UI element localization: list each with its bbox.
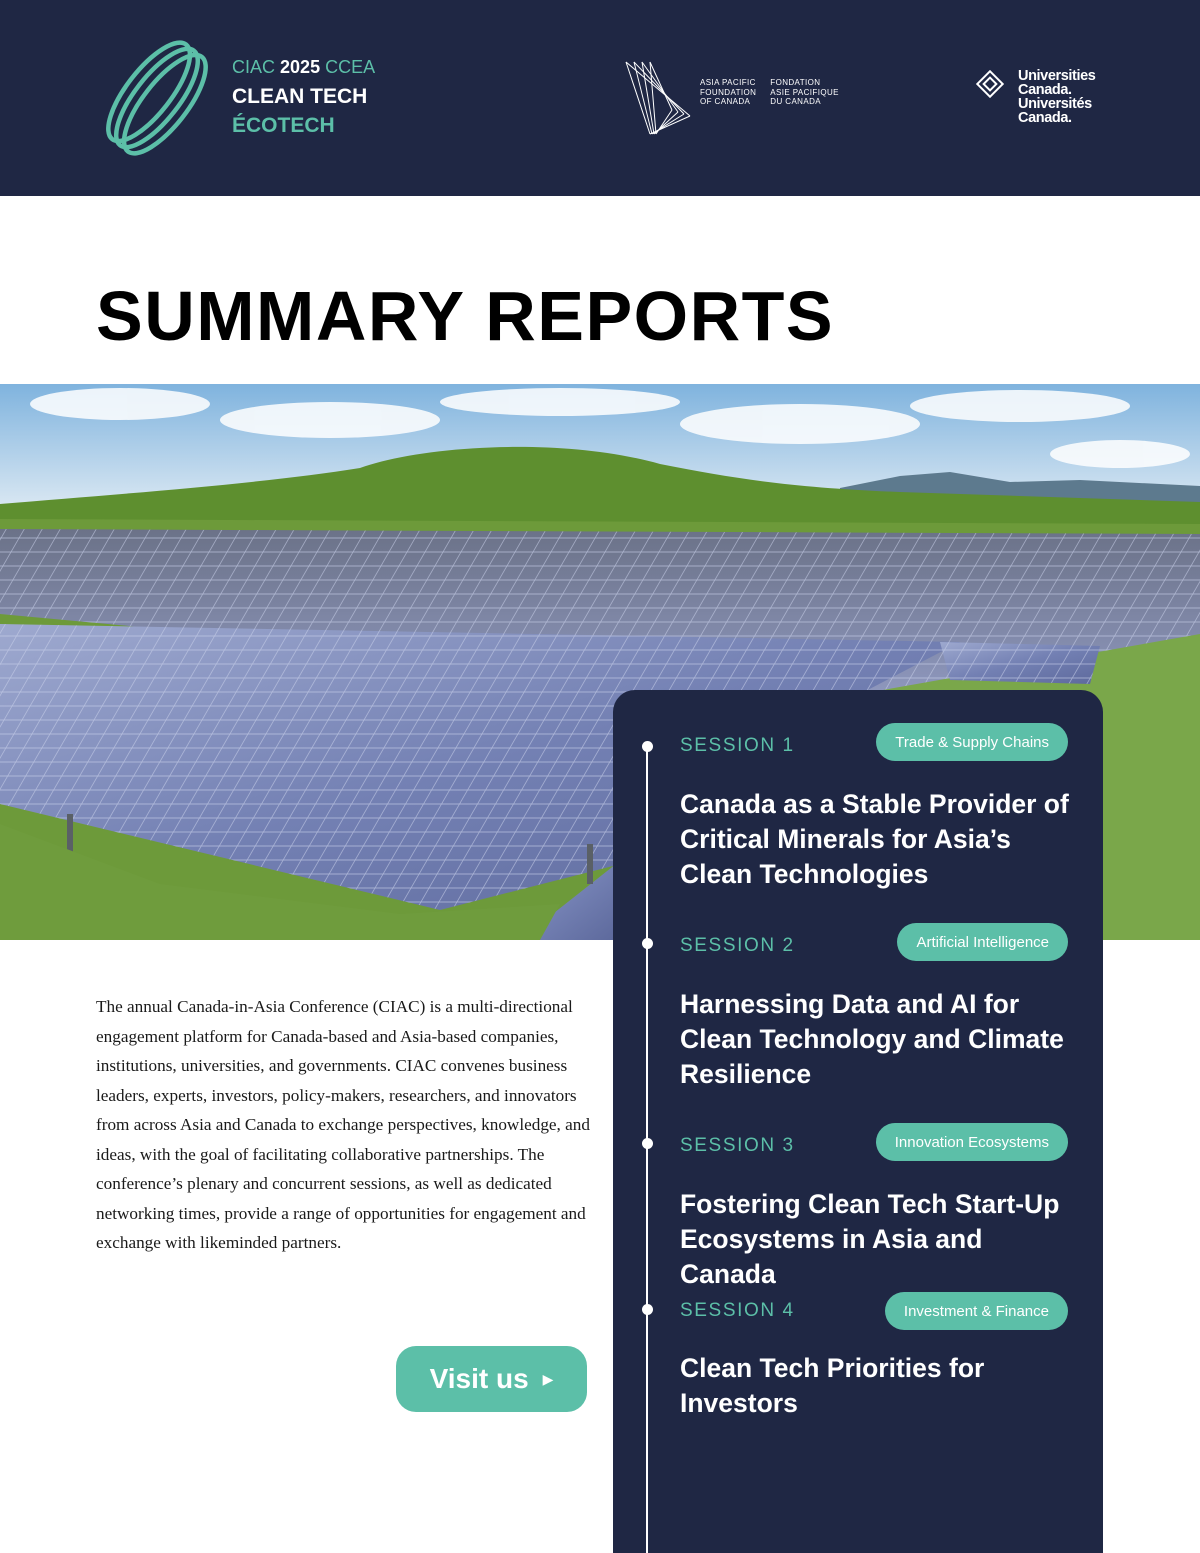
timeline-dot (642, 741, 653, 752)
play-triangle-icon: ▶ (542, 1371, 554, 1387)
ccea-label: CCEA (325, 57, 376, 77)
intro-paragraph: The annual Canada-in-Asia Conference (CIAC) is a multi-directional engagement platform for Canada-based and Asia-based companies, institutions, universities, and governments. CIAC convenes business leaders, experts, investors, policy-makers, researchers, and innovators from across Asia and Canada to exchange perspectives, knowledge, and ideas, with the goal of facilitating collaborative partnerships. The conference’s plenary and concurrent sessions, as well as dedicated networking times, provide a range of opportunities for engagement and exchange with likeminded partners. (96, 997, 590, 1252)
uc-line: Canada. (1018, 82, 1072, 98)
visit-us-label: Visit us (429, 1363, 529, 1394)
session-4-label: SESSION 4 (680, 1300, 795, 1321)
session-4-tag[interactable]: Investment & Finance (885, 1292, 1068, 1330)
apf-en-line: FOUNDATION (700, 87, 757, 97)
clean-tech-label: CLEAN TECH (232, 85, 368, 108)
apf-fan-logo (624, 60, 692, 136)
ciac-rings-logo (96, 36, 218, 160)
timeline-dot (642, 1138, 653, 1149)
ciac-year: 2025 (280, 57, 321, 77)
session-1-label: SESSION 1 (680, 735, 795, 756)
session-1-title[interactable]: Canada as a Stable Provider of Critical Minerals for Asia’s Clean Technologies (680, 789, 1069, 889)
timeline-line (646, 746, 648, 1553)
ciac-wordmark (232, 56, 375, 140)
header-banner (0, 0, 1200, 196)
apf-fr-line: ASIE PACIFIQUE (770, 87, 839, 97)
apf-fr-line: DU CANADA (770, 97, 822, 106)
session-3-tag[interactable]: Innovation Ecosystems (876, 1123, 1068, 1161)
universities-canada-wordmark (1018, 69, 1095, 125)
apf-fr-line: FONDATION (770, 78, 821, 87)
apf-en-line: ASIA PACIFIC (700, 78, 756, 87)
apf-wordmark (700, 78, 839, 107)
ciac-label: CIAC (232, 57, 276, 77)
timeline-dot (642, 938, 653, 949)
page-title: SUMMARY REPORTS (96, 277, 835, 355)
session-1-tag[interactable]: Trade & Supply Chains (876, 723, 1068, 761)
session-2-title[interactable]: Harnessing Data and AI for Clean Technology and Climate Resilience (680, 989, 1064, 1089)
uc-line: Universités (1018, 96, 1092, 112)
apf-french (770, 78, 839, 107)
uc-line: Universities (1018, 68, 1096, 84)
session-2-label: SESSION 2 (680, 935, 795, 956)
timeline-dot (642, 1304, 653, 1315)
visit-us-button[interactable] (396, 1346, 587, 1412)
session-2-tag[interactable]: Artificial Intelligence (897, 923, 1068, 961)
session-3-title[interactable]: Fostering Clean Tech Start-Up Ecosystems in Asia and Canada (680, 1189, 1060, 1289)
apf-english (700, 78, 756, 107)
session-4-title[interactable]: Clean Tech Priorities for Investors (680, 1353, 985, 1418)
apf-en-line: OF CANADA (700, 97, 751, 106)
session-3-label: SESSION 3 (680, 1135, 795, 1156)
ecotech-label: ÉCOTECH (232, 114, 335, 137)
universities-canada-diamond-icon (976, 70, 1004, 98)
uc-line: Canada. (1018, 110, 1072, 126)
